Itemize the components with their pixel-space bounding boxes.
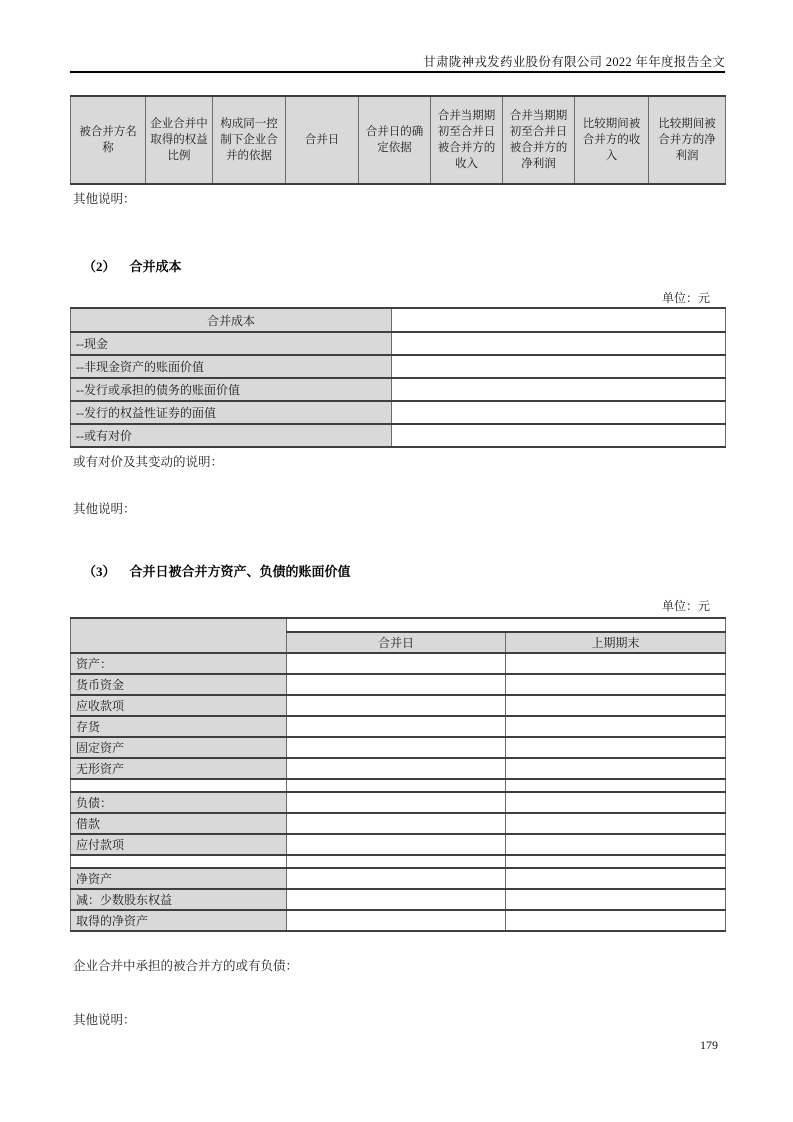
header-cell-equity-ratio: 企业合并中取得的权益比例 (146, 96, 213, 184)
row-value-merger-date (287, 792, 506, 813)
row-value-prior-period (506, 737, 726, 758)
col-header-merger-date: 合并日 (287, 632, 506, 653)
section-3-heading (70, 561, 725, 580)
row-label-empty (71, 779, 287, 792)
contingent-consideration-note: 或有对价及其变动的说明： (73, 455, 224, 469)
table-header-row (71, 308, 726, 332)
row-value-merger-date (287, 855, 506, 868)
row-value-prior-period (506, 716, 726, 737)
row-value-merger-date (287, 716, 506, 737)
other-note-3: 其他说明： (73, 1013, 136, 1027)
document-header-title: 甘肃陇神戎发药业股份有限公司 2022 年年度报告全文 (423, 55, 725, 69)
row-value-prior-period (506, 792, 726, 813)
unit-label-2: 单位：元 (661, 599, 710, 613)
row-label-cash: --现金 (71, 332, 392, 355)
row-value-merger-date (287, 834, 506, 855)
header-cell-compare-income: 比较期间被合并方的收入 (575, 96, 649, 184)
merger-cost-header-cell: 合并成本 (71, 308, 392, 332)
row-label-equity-facevalue: --发行的权益性证券的面值 (71, 401, 392, 424)
row-value-prior-period (506, 779, 726, 792)
row-value-prior-period (506, 674, 726, 695)
other-note-1: 其他说明： (73, 192, 136, 206)
row-value (392, 355, 726, 378)
contingent-liabilities-note: 企业合并中承担的被合并方的或有负债： (73, 959, 299, 973)
row-value-merger-date (287, 758, 506, 779)
header-corner-cell (71, 618, 287, 653)
row-value-merger-date (287, 653, 506, 674)
merger-info-table (70, 95, 726, 185)
bookvalue-table (70, 617, 726, 932)
spacer-row (71, 779, 726, 792)
row-label-liabilities: 负债： (71, 792, 287, 813)
unit-label-1: 单位：元 (661, 291, 710, 305)
table-row (71, 716, 726, 737)
section-2-heading (70, 256, 725, 275)
row-label-net-assets: 净资产 (71, 868, 287, 889)
row-label-acquired-net-assets: 取得的净资产 (71, 910, 287, 931)
row-value-merger-date (287, 695, 506, 716)
table-row (71, 737, 726, 758)
table-row (71, 378, 726, 401)
table-row (71, 332, 726, 355)
row-value-prior-period (506, 653, 726, 674)
row-value (392, 378, 726, 401)
row-label-borrowings: 借款 (71, 813, 287, 834)
row-label-fixed-assets: 固定资产 (71, 737, 287, 758)
section-2-title: 合并成本 (129, 259, 182, 274)
row-value-prior-period (506, 868, 726, 889)
row-value-merger-date (287, 674, 506, 695)
row-value-merger-date (287, 813, 506, 834)
row-value-prior-period (506, 813, 726, 834)
section-2-number: （2） (83, 259, 116, 274)
row-value-prior-period (506, 889, 726, 910)
header-strip-cell (287, 618, 726, 632)
table-row (71, 889, 726, 910)
row-label-intangible-assets: 无形资产 (71, 758, 287, 779)
header-cell-merged-party: 被合并方名称 (71, 96, 146, 184)
row-value-prior-period (506, 695, 726, 716)
header-rule (70, 71, 725, 73)
row-label-payables: 应付款项 (71, 834, 287, 855)
table-row (71, 695, 726, 716)
row-label-minority-interest: 减：少数股东权益 (71, 889, 287, 910)
row-label-debt-bookvalue: --发行或承担的债务的账面价值 (71, 378, 392, 401)
page-number: 179 (700, 1038, 718, 1052)
table-row (71, 868, 726, 889)
row-label-inventory: 存货 (71, 716, 287, 737)
merger-cost-header-value (392, 308, 726, 332)
header-cell-date-basis: 合并日的确定依据 (359, 96, 431, 184)
row-value-prior-period (506, 855, 726, 868)
table-row (71, 355, 726, 378)
table-header-strip-row (71, 618, 726, 632)
table-row (71, 910, 726, 931)
table-row (71, 834, 726, 855)
row-label-empty (71, 855, 287, 868)
table-row (71, 813, 726, 834)
header-cell-netprofit-to-date: 合并当期期初至合并日被合并方的净利润 (503, 96, 575, 184)
table-row (71, 653, 726, 674)
spacer-row (71, 855, 726, 868)
row-value-merger-date (287, 737, 506, 758)
col-header-prior-period-end: 上期期末 (506, 632, 726, 653)
row-value-prior-period (506, 758, 726, 779)
section-3-number: （3） (83, 564, 116, 579)
row-value (392, 401, 726, 424)
row-label-receivables: 应收款项 (71, 695, 287, 716)
row-value-merger-date (287, 889, 506, 910)
table-header-row (71, 96, 726, 184)
table-row (71, 758, 726, 779)
table-row (71, 401, 726, 424)
merger-cost-table (70, 307, 726, 448)
row-label-contingent-consideration: --或有对价 (71, 424, 392, 447)
row-value-prior-period (506, 834, 726, 855)
header-cell-basis-same-control: 构成同一控制下企业合并的依据 (213, 96, 286, 184)
row-value-prior-period (506, 910, 726, 931)
row-value-merger-date (287, 779, 506, 792)
row-value (392, 332, 726, 355)
row-label-monetary-funds: 货币资金 (71, 674, 287, 695)
table-row (71, 424, 726, 447)
row-value-merger-date (287, 868, 506, 889)
row-label-assets: 资产： (71, 653, 287, 674)
table-row (71, 792, 726, 813)
other-note-2: 其他说明： (73, 502, 136, 516)
section-3-title: 合并日被合并方资产、负债的账面价值 (129, 564, 351, 579)
row-value-merger-date (287, 910, 506, 931)
table-row (71, 674, 726, 695)
header-cell-compare-netprofit: 比较期间被合并方的净利润 (649, 96, 726, 184)
header-cell-income-to-date: 合并当期期初至合并日被合并方的收入 (431, 96, 503, 184)
header-cell-merger-date: 合并日 (286, 96, 359, 184)
row-value (392, 424, 726, 447)
row-label-noncash-bookvalue: --非现金资产的账面价值 (71, 355, 392, 378)
